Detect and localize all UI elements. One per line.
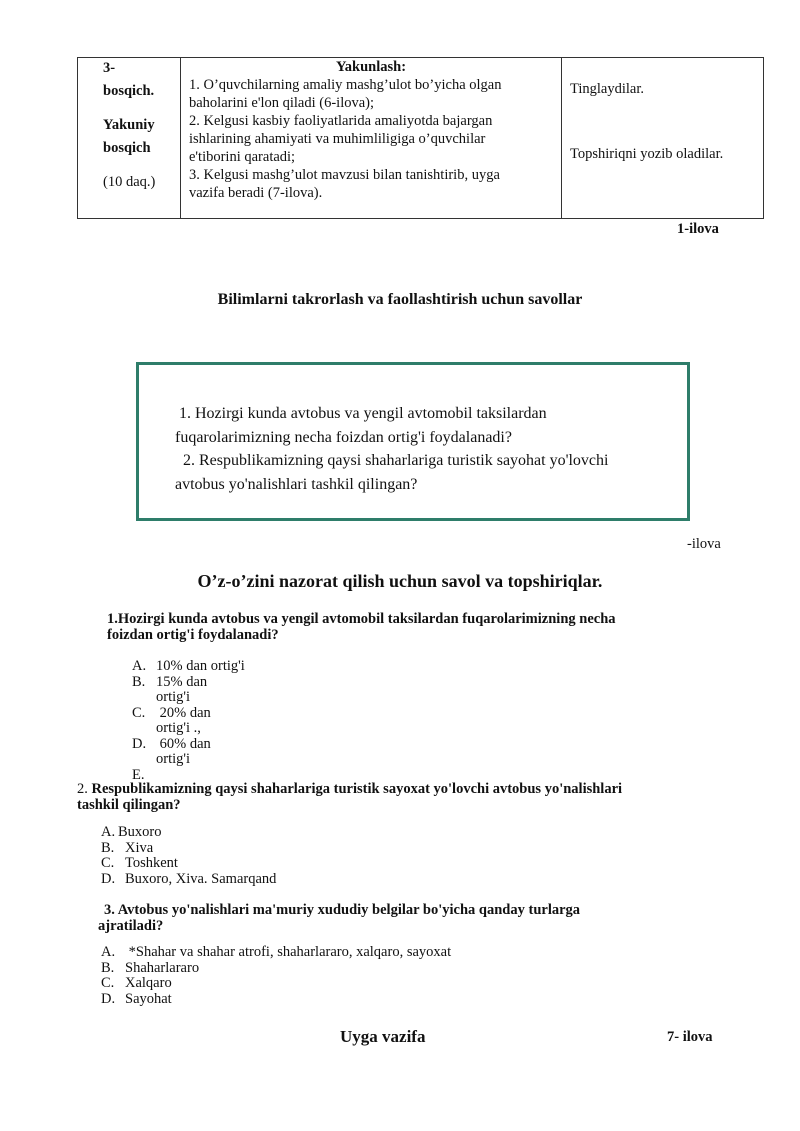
option-c-cont: ortig'i ., xyxy=(156,720,201,736)
question-2-options xyxy=(101,825,276,887)
teacher-line: 2. Kelgusi kasbiy faoliyatlarida amaliyotda bajargan xyxy=(189,113,493,129)
stage-word: bosqich. xyxy=(103,83,155,99)
review-line: 2. Respublikamizning qaysi shaharlariga turistik sayohat yo'lovchi xyxy=(183,452,609,469)
option-d: D. 60% dan xyxy=(132,735,211,752)
question-3-line: 3. Avtobus yo'nalishlari ma'muriy xududiy belgilar bo'yicha qanday turlarga xyxy=(104,902,581,918)
question-1-line: foizdan ortig'i foydalanadi? xyxy=(107,627,279,643)
question-2 xyxy=(77,781,622,813)
stage-cell xyxy=(78,58,181,219)
student-activity-cell xyxy=(562,58,764,219)
review-title: Bilimlarni takrorlash va faollashtirish uchun savollar xyxy=(217,291,583,308)
option-d: D. Buxoro, Xiva. Samarqand xyxy=(101,870,277,887)
question-3-line: ajratiladi? xyxy=(98,918,164,934)
teacher-line: 1. O’quvchilarning amaliy mashg’ulot bo’yicha olgan xyxy=(189,77,502,93)
option-a: A. 10% dan ortig'i xyxy=(132,658,245,674)
stage-name-2: bosqich xyxy=(103,140,151,156)
stage-duration: (10 daq.) xyxy=(103,174,156,190)
teacher-line: baholarini e'lon qiladi (6-ilova); xyxy=(189,95,375,111)
question-2-line: tashkil qilingan? xyxy=(77,797,181,813)
option-a: A. *Shahar va shahar atrofi, shaharlararo, xalqaro, sayoxat xyxy=(101,944,452,960)
stage-number: 3- xyxy=(103,60,116,76)
question-3-options xyxy=(101,945,451,1007)
question-3 xyxy=(98,902,580,934)
teacher-line: 3. Kelgusi mashg’ulot mavzusi bilan tanishtirib, uyga xyxy=(189,167,500,183)
option-a: A. Buxoro xyxy=(101,824,162,840)
annex-7-label: 7- ilova xyxy=(667,1029,713,1045)
homework-title: Uyga vazifa xyxy=(340,1027,426,1046)
option-b-cont: ortig'i xyxy=(156,689,191,705)
option-c: C. 20% dan xyxy=(132,704,211,721)
question-2-number: 2. xyxy=(77,781,88,797)
option-d-cont: ortig'i xyxy=(156,751,191,767)
stage-name: Yakuniy xyxy=(103,117,155,133)
annex-1-label: 1-ilova xyxy=(677,221,719,237)
option-e: E. xyxy=(132,766,145,783)
option-d: D. Sayohat xyxy=(101,990,172,1007)
review-line: avtobus yo'nalishlari tashkil qilingan? xyxy=(175,476,418,493)
question-1-options xyxy=(132,659,245,783)
annex-2-label: -ilova xyxy=(687,536,721,552)
option-c: C. Toshkent xyxy=(101,855,178,871)
teacher-line: e'tiborini qaratadi; xyxy=(189,149,296,165)
student-line: Tinglaydilar. xyxy=(570,81,644,97)
option-c: C. Xalqaro xyxy=(101,975,172,991)
review-line: 1. Hozirgi kunda avtobus va yengil avtomobil taksilardan xyxy=(179,405,547,422)
stage-table xyxy=(77,57,764,219)
option-b: B. Shaharlararo xyxy=(101,959,200,976)
teacher-activity-cell xyxy=(181,58,562,219)
question-1-line: 1.Hozirgi kunda avtobus va yengil avtomobil taksilardan fuqarolarimizning necha xyxy=(107,611,616,627)
option-b: B. Xiva xyxy=(101,839,154,856)
teacher-heading: Yakunlash: xyxy=(335,59,407,75)
review-questions-box xyxy=(136,362,690,521)
teacher-line: vazifa beradi (7-ilova). xyxy=(189,185,323,201)
question-2-line: Respublikamizning qaysi shaharlariga turistik sayoxat yo'lovchi avtobus yo'nalishlari xyxy=(91,781,623,797)
teacher-line: ishlarining ahamiyati va muhimliligiga o’quvchilar xyxy=(189,131,486,147)
student-line: Topshiriqni yozib oladilar. xyxy=(570,146,724,162)
selfcheck-title: O’z-o’zini nazorat qilish uchun savol va topshiriqlar. xyxy=(197,571,603,591)
option-b: B. 15% dan xyxy=(132,673,208,690)
review-line: fuqarolarimizning necha foizdan ortig'i foydalanadi? xyxy=(175,429,512,446)
question-1 xyxy=(107,611,616,643)
